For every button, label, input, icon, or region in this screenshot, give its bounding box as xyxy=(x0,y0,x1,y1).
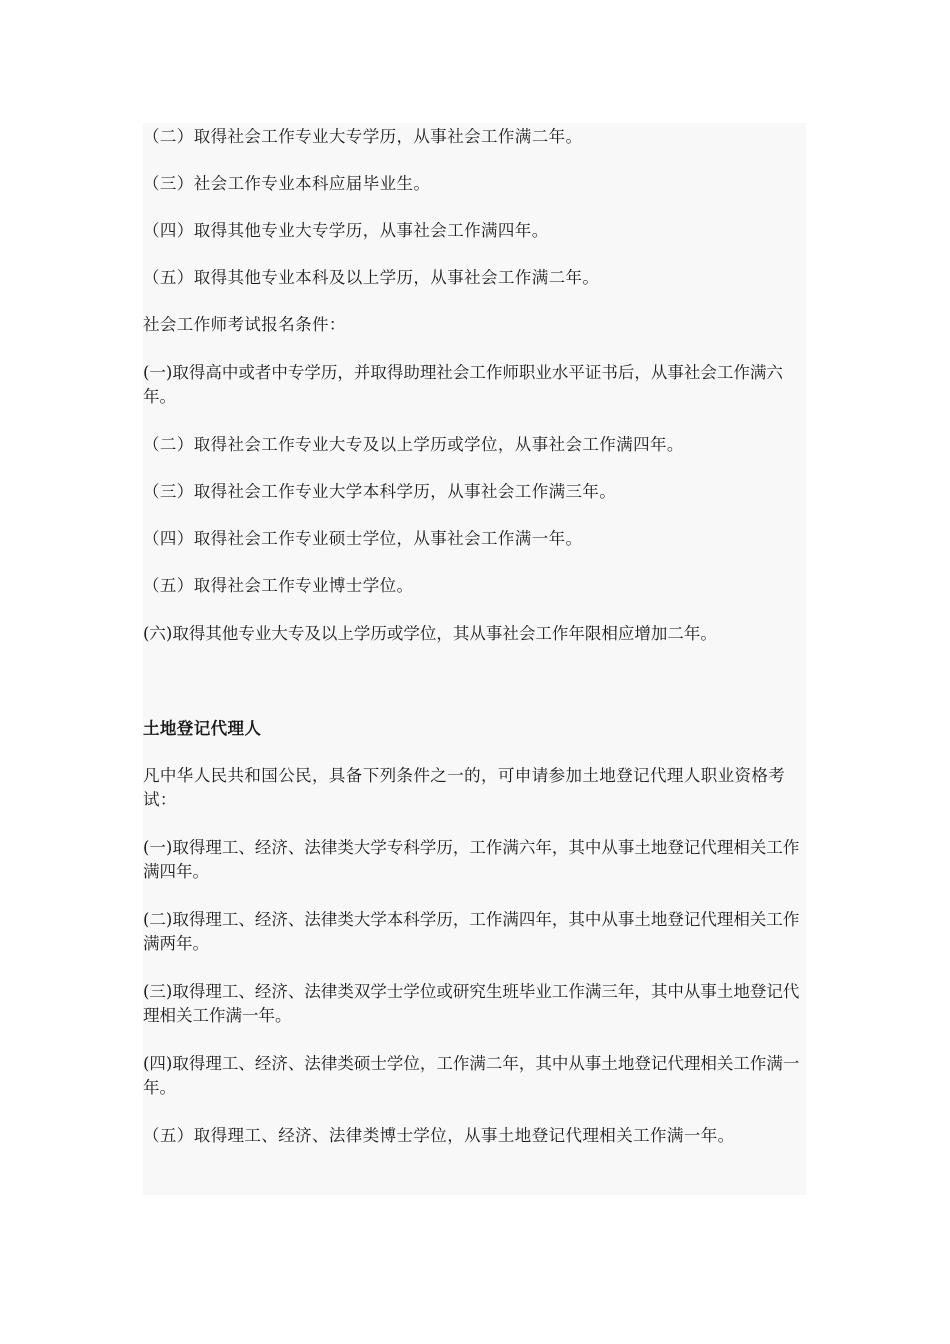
section-heading: 土地登记代理人 xyxy=(143,719,262,738)
paragraph: （五）取得社会工作专业博士学位。 xyxy=(143,576,414,595)
paragraph: (四)取得理工、经济、法律类硕士学位，工作满二年，其中从事土地登记代理相关工作满一年。 xyxy=(143,1054,800,1097)
paragraph: （二）取得社会工作专业大专学历，从事社会工作满二年。 xyxy=(143,127,583,146)
section-title: 社会工作师考试报名条件： xyxy=(143,315,346,334)
paragraph: (六)取得其他专业大专及以上学历或学位，其从事社会工作年限相应增加二年。 xyxy=(143,624,717,643)
paragraph: （四）取得社会工作专业硕士学位，从事社会工作满一年。 xyxy=(143,529,583,548)
paragraph: （五）取得其他专业本科及以上学历，从事社会工作满二年。 xyxy=(143,268,600,287)
paragraph: （五）取得理工、经济、法律类博士学位，从事土地登记代理相关工作满一年。 xyxy=(143,1126,735,1145)
paragraph: (一)取得理工、经济、法律类大学专科学历，工作满六年，其中从事土地登记代理相关工作满四年。 xyxy=(143,838,800,881)
paragraph: 凡中华人民共和国公民，具备下列条件之一的，可申请参加土地登记代理人职业资格考试： xyxy=(143,766,786,809)
paragraph: (三)取得理工、经济、法律类双学士学位或研究生班毕业工作满三年，其中从事土地登记代理相关工作满一年。 xyxy=(143,982,800,1025)
document-content xyxy=(143,123,806,1195)
paragraph: （三）社会工作专业本科应届毕业生。 xyxy=(143,174,431,193)
paragraph: （四）取得其他专业大专学历，从事社会工作满四年。 xyxy=(143,221,549,240)
paragraph: (二)取得理工、经济、法律类大学本科学历，工作满四年，其中从事土地登记代理相关工作满两年。 xyxy=(143,910,800,953)
paragraph: （二）取得社会工作专业大专及以上学历或学位，从事社会工作满四年。 xyxy=(143,435,684,454)
paragraph: (一)取得高中或者中专学历，并取得助理社会工作师职业水平证书后，从事社会工作满六年。 xyxy=(143,363,783,406)
paragraph: （三）取得社会工作专业大学本科学历，从事社会工作满三年。 xyxy=(143,482,617,501)
